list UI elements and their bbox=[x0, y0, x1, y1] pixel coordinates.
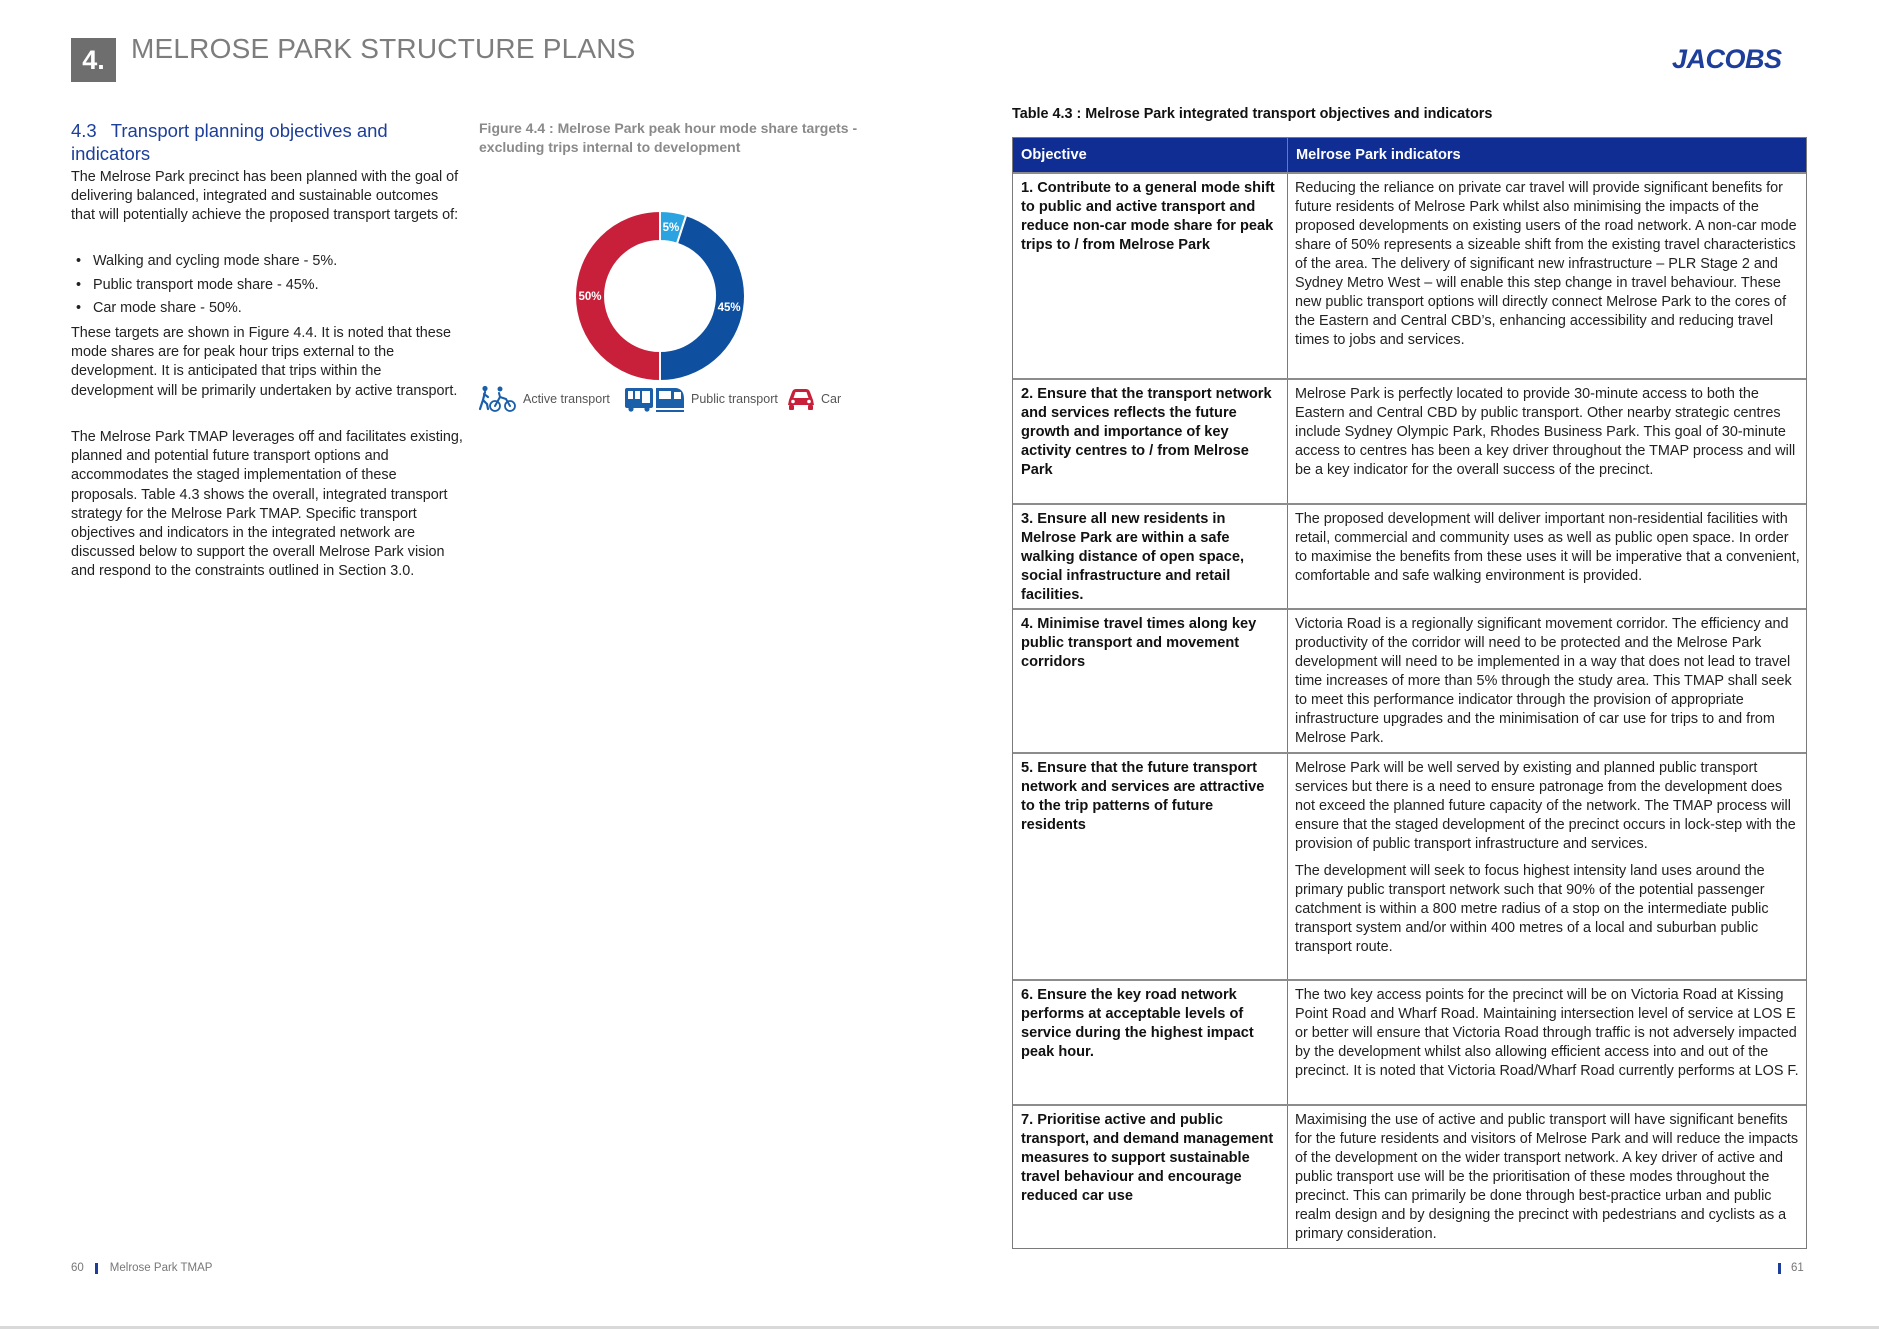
table-row bbox=[1013, 378, 1806, 503]
table-row bbox=[1013, 979, 1806, 1104]
footer-right bbox=[1778, 1262, 1804, 1274]
objective-cell: 5. Ensure that the future transport network and services are attractive to the trip patterns of future residents bbox=[1013, 754, 1288, 979]
tmap-paragraph: The Melrose Park TMAP leverages off and facilitates existing, planned and potential future transport options and accommodates the staged implementation of these proposals. Table 4.3 shows the overall, integrated transport strategy for the Melrose Park TMAP. Specific transport objectives and indicators in the integrated network are discussed below to support the overall Melrose Park vision and respond to the constraints outlined in Section 3.0. bbox=[71, 429, 463, 580]
intro-paragraph: The Melrose Park precinct has been planned with the goal of delivering balanced, integrated and sustainable outcomes that will potentially achieve the proposed transport targets of: bbox=[71, 169, 459, 224]
list-item: • Car mode share - 50%. bbox=[71, 299, 463, 318]
footer-divider bbox=[95, 1263, 98, 1274]
indicator-cell bbox=[1288, 981, 1806, 1104]
indicator-text: Melrose Park will be well served by existing and planned public transport services but there is a need to ensure patronage from the development does not exceed the planned future capacity of the network. The TMAP process will ensure that the staged development of the precinct occurs in lock-step with the provision of public transport infrastructure and services. bbox=[1295, 760, 1796, 852]
objectives-table bbox=[1012, 137, 1807, 1249]
legend-item-active bbox=[478, 384, 610, 414]
indicator-cell bbox=[1288, 754, 1806, 979]
bus-train-icon bbox=[624, 385, 686, 413]
indicator-text: The proposed development will deliver important non-residential facilities with retail, commercial and community uses as well as public open space. In order to maximise the benefits from these uses it will be imperative that a convenient, comfortable and safe walking environment is provided. bbox=[1295, 511, 1800, 584]
indicator-text: Melrose Park is perfectly located to provide 30-minute access to both the Eastern and Central CBD by public transport. Other nearby strategic centres include Sydney Olympic Park, Rhodes Business Park. This goal of 30-minute access to centres has been a key driver throughout the TMAP process and will be a key indicator for the overall success of the precinct. bbox=[1295, 386, 1796, 478]
indicator-cell bbox=[1288, 610, 1806, 752]
section-number: 4.3 bbox=[71, 120, 97, 141]
header-indicators: Melrose Park indicators bbox=[1296, 147, 1461, 163]
walking-cycling-icon bbox=[478, 385, 518, 413]
indicator-text: Victoria Road is a regionally significant movement corridor. The efficiency and productivity of the corridor will need to be protected and the Melrose Park development will need to be implemented in a way that does not lead to travel time increases of more than 5% through the study area. This TMAP shall seek to meet this performance indicator through the provision of appropriate infrastructure upgrades and the minimisation of car use for trips to and from Melrose Park. bbox=[1295, 616, 1792, 746]
chapter-title: MELROSE PARK STRUCTURE PLANS bbox=[131, 33, 636, 64]
legend-label-car: Car bbox=[821, 392, 842, 406]
objective-cell: 2. Ensure that the transport network and services reflects the future growth and importance of key activity centres to / from Melrose Park bbox=[1013, 380, 1288, 503]
indicator-cell bbox=[1288, 505, 1806, 608]
table-header bbox=[1013, 138, 1806, 172]
jacobs-logo: JACOBS bbox=[1672, 44, 1782, 74]
chapter-number-badge: 4. bbox=[71, 38, 116, 82]
legend-item-public bbox=[624, 384, 778, 414]
table-row bbox=[1013, 503, 1806, 608]
chart-legend bbox=[478, 384, 878, 414]
indicator-text: Maximising the use of active and public transport will have significant benefits for the future residents and visitors of Melrose Park and will reduce the impacts of the development on the wider transport network. A key driver of active and public transport use will be the prioritisation of these modes throughout the precinct. This can primarily be done through best-practice urban and public realm design and by designing the precinct with pedestrians and cyclists as a primary consideration. bbox=[1295, 1112, 1799, 1242]
document-title: Melrose Park TMAP bbox=[109, 1262, 213, 1274]
indicator-cell bbox=[1288, 1106, 1806, 1248]
indicator-text: The development will seek to focus highest intensity land uses around the primary public transport network such that 90% of the potential passenger catchment is within a 800 metre radius of a stop on the intermediate public transport system and/or within 400 metres of a local and suburban public transport route. bbox=[1295, 863, 1769, 955]
objective-cell: 3. Ensure all new residents in Melrose Park are within a safe walking distance of open space, social infrastructure and retail facilities. bbox=[1013, 505, 1288, 608]
list-item: • Walking and cycling mode share - 5%. bbox=[71, 252, 463, 271]
page-number-left: 60 bbox=[71, 1262, 84, 1274]
table-row bbox=[1013, 752, 1806, 979]
donut-label-public-transport: 45% bbox=[717, 301, 741, 314]
donut-label-car: 50% bbox=[578, 291, 602, 303]
table-row bbox=[1013, 608, 1806, 752]
figure-caption: Figure 4.4 : Melrose Park peak hour mode share targets - excluding trips internal to development bbox=[479, 120, 858, 155]
legend-item-car bbox=[786, 384, 841, 414]
targets-paragraph: These targets are shown in Figure 4.4. It is noted that these mode shares are for peak hour trips external to the development. It is anticipated that trips within the development will be primarily undertaken by active transport. bbox=[71, 325, 458, 399]
indicator-text: The two key access points for the precinct will be on Victoria Road at Kissing Point Road and Wharf Road. Maintaining intersection level of service at LOS E or better will ensure that Victoria Road through traffic is not adversely impacted by the development whilst also allowing efficient access into and out of the precinct. It is noted that Victoria Road/Wharf Road currently performs at LOS F. bbox=[1295, 987, 1799, 1079]
table-row bbox=[1013, 1104, 1806, 1248]
footer-left bbox=[71, 1262, 212, 1274]
header-objective: Objective bbox=[1013, 138, 1288, 172]
list-item: • Public transport mode share - 45%. bbox=[71, 276, 463, 295]
section-heading bbox=[71, 119, 441, 165]
indicator-cell bbox=[1288, 380, 1806, 503]
footer-divider bbox=[1778, 1263, 1781, 1274]
indicator-text: Reducing the reliance on private car travel will provide significant benefits for future residents of Melrose Park whilst also minimising the impacts of the proposed developments on existing users of the road network. A non-car mode share of 50% represents a sizeable shift from the existing travel characteristics of the area. The delivery of significant new infrastructure – PLR Stage 2 and Sydney Metro West – will enable this step change in travel behaviour. These new public transport options will directly connect Melrose Park to the cores of the Eastern and Central CBD’s, enhancing accessibility and reducing travel times to jobs and services. bbox=[1295, 180, 1797, 348]
objective-cell: 1. Contribute to a general mode shift to public and active transport and reduce non-car mode share for peak trips to / from Melrose Park bbox=[1013, 174, 1288, 378]
target-list bbox=[71, 252, 463, 323]
donut-label-active-transport: 5% bbox=[662, 221, 680, 234]
section-title: Transport planning objectives and indicators bbox=[71, 120, 388, 164]
table-row bbox=[1013, 172, 1806, 378]
page-number-right: 61 bbox=[1791, 1262, 1804, 1274]
mode-share-donut-chart bbox=[570, 206, 750, 386]
objective-cell: 4. Minimise travel times along key public transport and movement corridors bbox=[1013, 610, 1288, 752]
legend-label-public: Public transport bbox=[691, 392, 778, 406]
objective-cell: 6. Ensure the key road network performs at acceptable levels of service during the highest impact peak hour. bbox=[1013, 981, 1288, 1104]
car-icon bbox=[786, 386, 816, 412]
objective-cell: 7. Prioritise active and public transport, and demand management measures to support sustainable travel behaviour and encourage reduced car use bbox=[1013, 1106, 1288, 1248]
indicator-cell bbox=[1288, 174, 1806, 378]
legend-label-active: Active transport bbox=[523, 392, 610, 406]
table-caption: Table 4.3 : Melrose Park integrated transport objectives and indicators bbox=[1012, 106, 1493, 122]
